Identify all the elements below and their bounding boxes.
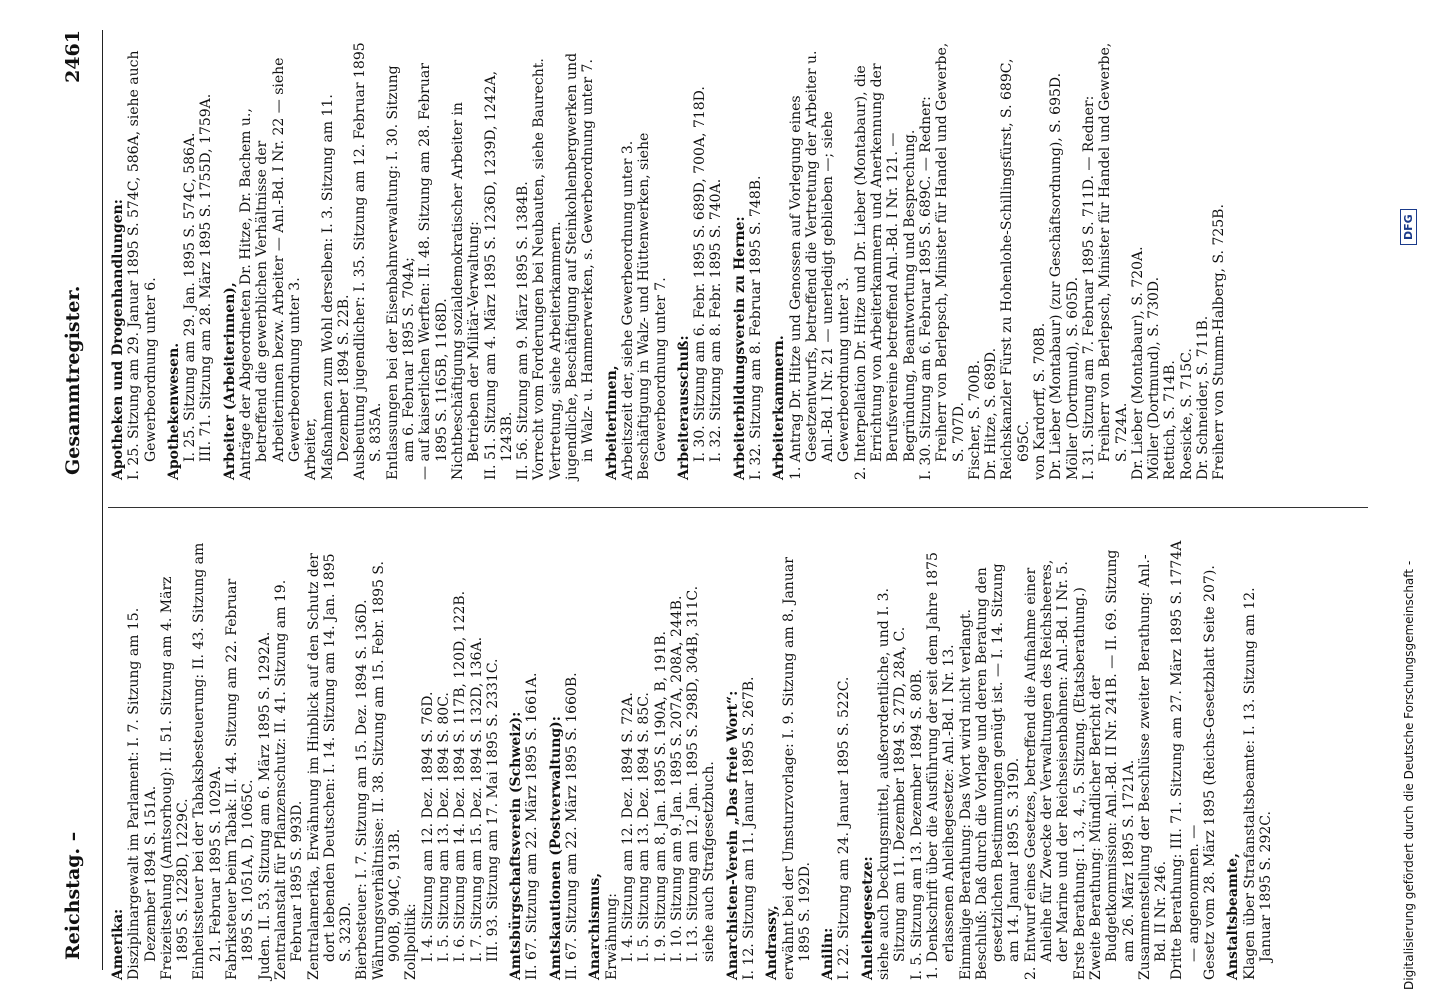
entry-heading: Amerika: — [110, 908, 126, 980]
entry-line: Maßnahmen zum Wohl derselben: I. 3. Sitzung am 11. Dezember 1894 S. 22B. — [319, 94, 352, 480]
entry-line: Freiherr von Stumm-Halberg, S. 725B. — [1211, 204, 1228, 480]
entry-line: Dr. Lieber (Montabaur), S. 720A. — [1129, 246, 1146, 480]
column-divider — [108, 507, 1368, 508]
header-rule — [102, 30, 103, 970]
entry-heading: Arbeiterkammern. — [771, 335, 788, 480]
dfg-logo: DFG — [1400, 209, 1417, 245]
page-header — [62, 30, 102, 970]
entry-heading: Amtsbürgschaftsverein (Schweiz): — [508, 711, 525, 980]
index-entry — [820, 540, 853, 980]
entry-line: Dr. Hitze, S. 689D. — [983, 347, 1000, 480]
entry-line: Freizeitsehung (Amtsorhoug): II. 51. Sitzung am 4. März 1895 S. 1228D, 1229C. — [158, 576, 192, 980]
entry-line: Vertretung, siehe Arbeiterkammern. — [547, 221, 564, 480]
entry-heading: Apotheken und Drogenhandlungen: — [110, 199, 126, 480]
entry-heading: Arbeiterbildungsverein zu Herne: — [731, 216, 748, 480]
entry-line: Fabriksteuer beim Tabak: II. 44. Sitzung am 22. Februar 1895 S. 1051A, D, 1065C. — [224, 578, 257, 980]
entry-line: Dritte Berathung: III. 71. Sitzung am 27. März 1895 S. 1774A — angenommen. — — [1169, 540, 1202, 980]
index-entry — [725, 540, 758, 980]
entry-line: Gesetz vom 28. März 1895 (Reichs-Gesetzblatt Seite 207). — [1202, 565, 1218, 980]
entry-line: Klagen über Strafanstaltsbeamte: I. 13. Sitzung am 12. Januar 1895 S. 292C. — [1241, 587, 1274, 980]
page-number: 2461 — [62, 30, 84, 83]
entry-heading: Amtskautionen (Postverwaltung): — [547, 716, 564, 980]
entry-line: Möller (Dortmund), S. 730D. — [1146, 276, 1163, 480]
entry-line: II. 51. Sitzung am 4. März 1895 S. 1236D, 1239D, 1242A, 1243B. — [482, 70, 515, 480]
entry-line: 2. Interpellation Dr. Hitze und Dr. Lieber (Montabaur), die Errichtung von Arbeiterkammern und Anerkennung der Berufsvereine betreffend Anl.-Bd. I Nr. 121. — Begründung, Beantwortung und Besprechung. — [852, 63, 918, 480]
entry-line: von Kardorff, S. 708B. — [1032, 322, 1049, 480]
entry-line: I. 30. Sitzung am 6. Februar 1895 S. 689C. — Redner: Freiherr von Berlepsch, Minister für Handel und Gewerbe, S. 707D. — [917, 42, 967, 480]
entry-line: Zentralamerika, Erwähnung im Hinblick auf den Schutz der dort lebenden Deutschen: I. 14. Sitzung am 14. Jan. 1895 S. 323D. — [305, 553, 355, 980]
entry-line: Einmalige Berathung: Das Wort wird nicht verlangt. — [957, 608, 974, 980]
entry-heading: Apothekenwesen. — [165, 342, 182, 480]
entry-subline: I. 5. Sitzung am 13. Dez. 1894 S. 80C. — [435, 692, 452, 962]
entry-subline: I. 13. Sitzung am 12. Jan. 1895 S. 298D, 304B, 311C. — [685, 585, 702, 962]
entry-line: Reichskanzler Fürst zu Hohenlohe-Schillingsfürst, S. 689C, 695C. — [999, 58, 1032, 480]
entry-line: Anträge der Abgeordneten Dr. Hitze, Dr. Bachem u., betreffend die gewerblichen Verhältnisse der Arbeiterinnen bezw. Arbeiter — Anl.-Bd. I Nr. 22 — siehe Gewerbeordnung unter 3. — [238, 57, 303, 480]
entry-subline: I. 5. Sitzung am 13. Dez. 1894 S. 85C. — [636, 692, 653, 962]
entry-line: Beschluß: Daß durch die Vorlage und deren Beratung den gesetzlichen Bestimmungen genügt ist. — I. 14. Sitzung am 14. Januar 1895 S. 319D. — [973, 563, 1023, 980]
entry-line: Zentralanstalt für Pflanzenschutz: II. 41. Sitzung am 19. Februar 1895 S. 993D. — [272, 579, 306, 980]
index-entry — [548, 540, 581, 980]
entry-subline: siehe auch Strafgesetzbuch. — [701, 761, 718, 962]
entry-subline: III. 71. Sitzung am 28. März 1895 S. 1755D, 1759A. — [198, 93, 215, 462]
entry-line: Vorrecht vom Forderungen bei Neubauten, siehe Baurecht. — [531, 58, 548, 480]
entry-subline: I. 10. Sitzung am 9. Jan. 1895 S. 207A, 208A, 244B. — [668, 595, 685, 962]
entry-heading: Anarchisten-Verein „Das freie Wort“: — [724, 690, 741, 980]
entry-line: Roesicke, S. 715C. — [1178, 348, 1195, 480]
index-entry — [1225, 540, 1274, 980]
entry-line: Erste Berathung: I. 3., 4., 5. Sitzung. (Etatsberathung.) — [1071, 587, 1088, 980]
index-entry — [676, 40, 725, 480]
index-entry — [860, 540, 1219, 980]
header-left: Reichstag. – — [62, 831, 84, 960]
entry-line: 1. Antrag Dr. Hitze und Genossen auf Vorlegung eines Gesetzentwurfs, betreffend die Vertretung der Arbeiter u. Anl.-Bd. I Nr. 21 — unerledigt geblieben —; siehe Gewerbeordnung unter 3. — [787, 50, 853, 480]
entry-heading: Anilin: — [820, 927, 837, 980]
entry-subline: I. 30. Sitzung am 6. Febr. 1895 S. 689D, 700A, 718D. — [692, 86, 709, 462]
entry-subline: I. 9. Sitzung am 8. Jan. 1895 S. 190A, B, 191B. — [652, 631, 669, 962]
index-entry — [764, 540, 813, 980]
entry-heading: Anarchismus, — [587, 872, 604, 980]
index-entry — [166, 40, 215, 480]
entry-line: I. 22. Sitzung am 24. Januar 1895 S. 522C. — [836, 676, 853, 980]
entry-line: Fischer, S. 700B. — [966, 359, 983, 480]
header-title: Gesammtregister. — [62, 285, 84, 475]
entry-line: Zusammenstellung der Beschlüsse zweiter Berathung: Anl.-Bd. II Nr. 246. — [1136, 554, 1170, 980]
entry-subline: I. 4. Sitzung am 12. Dez. 1894 S. 72A. — [619, 692, 636, 962]
entry-line: I. 25. Sitzung am 29. Januar 1895 S. 574C, 586A, siehe auch Gewerbeordnung unter 6. — [126, 50, 159, 480]
entry-line: I. 5. Sitzung am 13. Dezember 1894 S. 80B. — [908, 668, 925, 980]
entry-heading: Arbeiterausschuß: — [675, 335, 692, 480]
entry-line: Einheitssteuer bei der Tabaksbesteuerung: II. 43. Sitzung am 21. Februar 1895 S. 1029A. — [191, 542, 224, 980]
entry-line: Dr. Lieber (Montabaur) (zur Geschäftsordnung), S. 695D. — [1048, 72, 1065, 480]
entry-line: jugendliche, Beschäftigung auf Steinkohlenbergwerken und in Walz- u. Hammerwerken, s. Gewerbeordnung unter 7. — [564, 52, 597, 480]
entry-heading: Anstaltsbeamte, — [1225, 853, 1242, 980]
entry-line: Juden. II. 53. Sitzung am 6. März 1895 S. 1292A. — [256, 631, 273, 980]
entry-line: — auf kaiserlichen Werften: II. 48. Sitzung am 28. Februar 1895 S. 1165B, 1168D. — [417, 63, 450, 480]
entry-heading: Arbeiter (Arbeiterinnen), — [221, 282, 238, 480]
entry-line: Währungsverhältnisse: II. 38. Sitzung am 15. Febr. 1895 S. 900B, 904C, 913B. — [370, 561, 404, 980]
entry-subline: I. 25. Sitzung am 29. Jan. 1895 S. 574C, 586A. — [182, 132, 199, 462]
entry-line: Arbeiter, — [303, 417, 320, 480]
entry-line: I. 31. Sitzung am 7. Februar 1895 S. 711D. — Redner: Freiherr von Berlepsch, Minister für Handel und Gewerbe, S. 724A. — [1080, 42, 1130, 480]
entry-line: erwähnt bei der Umsturzvorlage: I. 9. Sitzung am 8. Januar 1895 S. 192D. — [780, 557, 813, 980]
entry-line: Möller (Dortmund), S. 605D. — [1064, 276, 1081, 480]
index-entry — [508, 540, 541, 980]
entry-line: Erwähnung: — [603, 893, 620, 980]
entry-line: II. 56. Sitzung am 9. März 1895 S. 1384B. — [515, 181, 532, 480]
entry-heading: Arbeiterinnen, — [603, 365, 620, 480]
entry-line: Entlassungen bei der Eisenbahnverwaltung: I. 30. Sitzung am 6. Februar 1895 S. 704A; — [384, 65, 418, 480]
entry-line: I. 32. Sitzung am 8. Februar 1895 S. 748B. — [747, 175, 764, 480]
right-column — [110, 40, 1235, 480]
entry-heading: Andrassy, — [764, 905, 781, 980]
entry-line: II. 67. Sitzung am 22. März 1895 S. 1661A. — [524, 672, 541, 980]
entry-line: I. 12. Sitzung am 11. Januar 1895 S. 267B. — [740, 676, 757, 980]
index-entry — [110, 540, 501, 980]
left-column — [110, 540, 1281, 980]
entry-line: Ausbeutung jugendlicher: I. 35. Sitzung am 12. Februar 1895 S. 835A. — [352, 42, 385, 480]
index-entry — [587, 540, 717, 980]
entry-line: siehe auch Deckungsmittel, außerordentliche, und I. 3. Sitzung am 11. Dezember 1894 S. 27D, 28A, C. — [876, 588, 909, 980]
entry-line: II. 67. Sitzung am 22. März 1895 S. 1660B. — [564, 672, 581, 980]
entry-subline: I. 6. Sitzung am 14. Dez. 1894 S. 117B, 120D, 122B. — [452, 590, 469, 962]
entry-line: 1. Denkschrift über die Ausführung der seit dem Jahre 1875 erlassenen Anleihegesetze: Anl.-Bd. I Nr. 13. — [924, 552, 958, 980]
entry-subline: III. 93. Sitzung am 17. Mai 1895 S. 2331C. — [484, 658, 501, 962]
index-entry — [110, 40, 159, 480]
funding-text: Digitalisierung gefördert durch die Deutsche Forschungsgemeinschaft - — [1402, 560, 1416, 990]
index-entry — [732, 40, 765, 480]
entry-line: Dr. Schneider, S. 711B. — [1195, 315, 1211, 480]
entry-heading: Anleihegesetze: — [859, 856, 876, 980]
index-entry — [604, 40, 669, 480]
entry-line: Zweite Berathung: Mündlicher Bericht der Budgetkommission: Anl.-Bd. II Nr. 241B. — II. 69. Sitzung am 26. März 1895 S. 1721A. — [1087, 549, 1137, 980]
entry-line: Disziplinargewalt im Parlament: I. 7. Sitzung am 15. Dezember 1894 S. 151A. — [126, 607, 159, 980]
entry-line: Beschäftigung in Walz- und Hüttenwerken, siehe Gewerbeordnung unter 7. — [636, 132, 669, 480]
funding-note — [1398, 10, 1424, 990]
entry-subline: I. 4. Sitzung am 12. Dez. 1894 S. 76D. — [419, 691, 436, 962]
index-entry — [222, 40, 597, 480]
entry-line: Nichtbeschäftigung sozialdemokratischer Arbeiter in Betrieben der Militär-Verwaltung: — [449, 102, 483, 480]
index-entry — [771, 40, 1227, 480]
entry-subline: I. 7. Sitzung am 15. Dez. 1894 S. 132D, 136A. — [468, 636, 485, 962]
entry-line: Zollpolitik: — [403, 903, 420, 980]
entry-line: Rettich, S. 714B. — [1162, 360, 1179, 480]
entry-line: Arbeitszeit der, siehe Gewerbeordnung unter 3. — [619, 140, 636, 480]
entry-line: 2. Entwurf eines Gesetzes, betreffend die Aufnahme einer Anleihe für Zwecke der Verwaltungen des Reichsheeres, der Marine und der Reichseisenbahnen: Anl.-Bd. I Nr. 5. — [1022, 559, 1072, 980]
entry-subline: I. 32. Sitzung am 8. Febr. 1895 S. 740A. — [708, 178, 725, 462]
entry-line: Bierbesteuer: I. 7. Sitzung am 15. Dez. 1894 S. 136D. — [354, 599, 371, 980]
